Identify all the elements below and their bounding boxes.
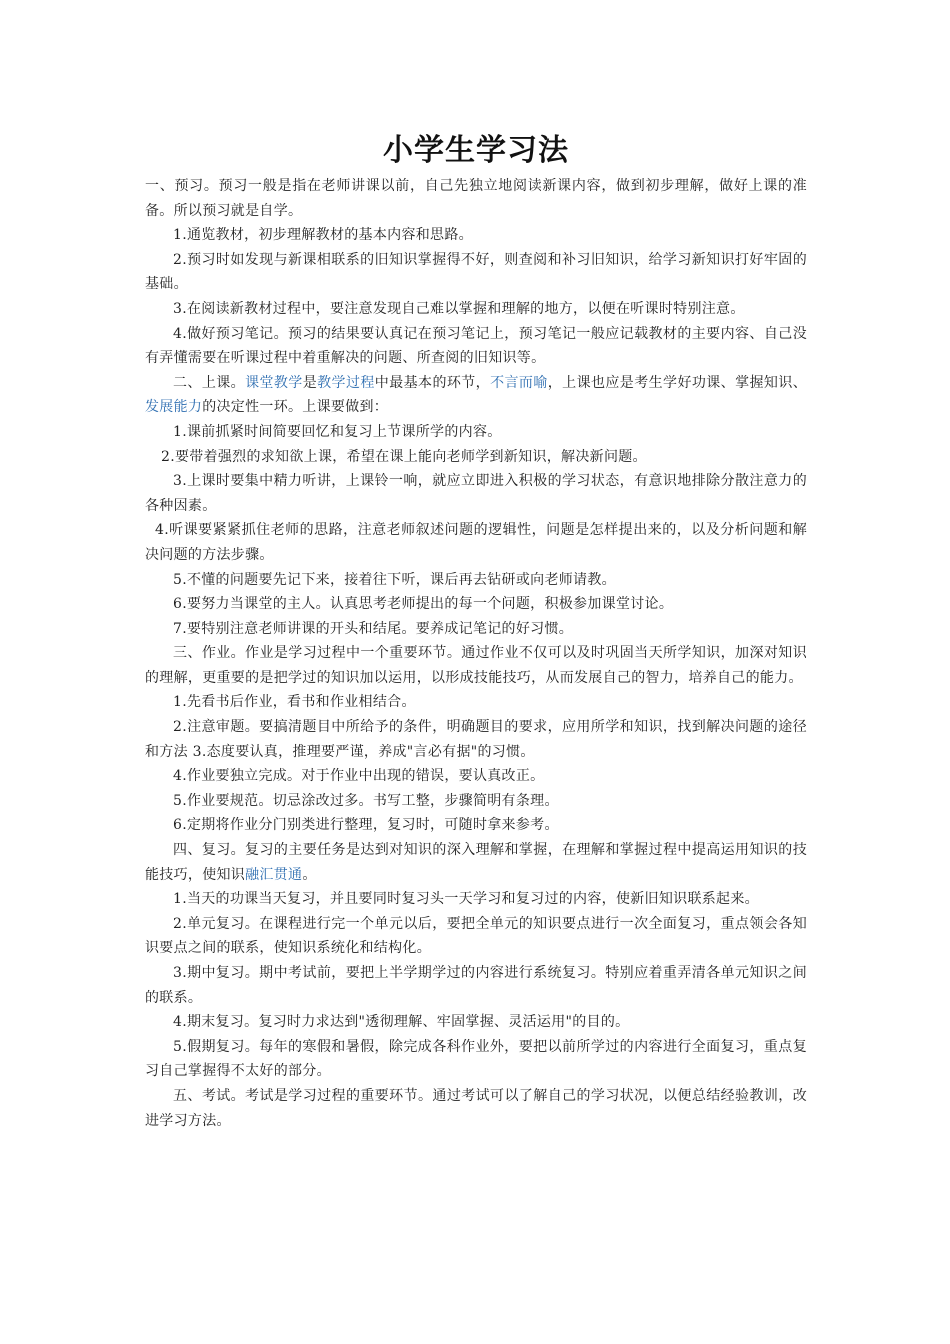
paragraph-text: 2.注意审题。要搞清题目中所给予的条件，明确题目的要求，应用所学和知识，找到解决问题的途径和方法 3.态度要认真，推理要严谨，养成"言必有据"的习惯。 bbox=[145, 719, 807, 760]
paragraph bbox=[145, 887, 807, 912]
paragraph-text: 三、作业。作业是学习过程中一个重要环节。通过作业不仅可以及时巩固当天所学知识，加深对知识的理解，更重要的是把学过的知识加以运用，以形成技能技巧，从而发展自己的智力，培养自己的能力。 bbox=[145, 645, 807, 686]
paragraph-text: 一、预习。预习一般是指在老师讲课以前，自己先独立地阅读新课内容，做到初步理解，做好上课的准备。所以预习就是自学。 bbox=[145, 178, 807, 219]
paragraph-text: 4.作业要独立完成。对于作业中出现的错误，要认真改正。 bbox=[173, 768, 545, 785]
paragraph-text: 4.做好预习笔记。预习的结果要认真记在预习笔记上，预习笔记一般应记载教材的主要内容、自己没有弄懂需要在听课过程中着重解决的问题、所查阅的旧知识等。 bbox=[145, 325, 807, 367]
hyperlink[interactable]: 课堂教学 bbox=[245, 374, 303, 391]
paragraph-text: 1.先看书后作业，看书和作业相结合。 bbox=[173, 694, 416, 711]
paragraph-text: 3.上课时要集中精力听讲，上课铃一响，就应立即进入积极的学习状态，有意识地排除分散注意力的各种因素。 bbox=[145, 473, 807, 514]
paragraph-text: 5.不懂的问题要先记下来，接着往下听，课后再去钻研或向老师请教。 bbox=[173, 571, 616, 588]
paragraph bbox=[145, 518, 807, 567]
paragraph bbox=[145, 592, 807, 617]
paragraph-text: 二、上课。 bbox=[173, 374, 246, 391]
paragraph-text: 五、考试。考试是学习过程的重要环节。通过考试可以了解自己的学习状况，以便总结经验教训，改进学习方法。 bbox=[145, 1087, 807, 1129]
paragraph bbox=[145, 469, 807, 518]
document-page bbox=[145, 128, 807, 1133]
paragraph-text: 是 bbox=[302, 374, 318, 391]
paragraph bbox=[145, 912, 807, 961]
hyperlink[interactable]: 教学过程 bbox=[317, 374, 375, 391]
paragraph bbox=[145, 322, 807, 371]
paragraph bbox=[145, 690, 807, 715]
paragraph-text: 中最基本的环节， bbox=[374, 374, 491, 391]
paragraph bbox=[145, 174, 807, 223]
paragraph bbox=[145, 445, 807, 470]
paragraph bbox=[145, 420, 807, 445]
paragraph-text: 2.预习时如发现与新课相联系的旧知识掌握得不好，则查阅和补习旧知识，给学习新知识打好牢固的基础。 bbox=[145, 251, 807, 293]
paragraph-text: 5.假期复习。每年的寒假和暑假，除完成各科作业外，要把以前所学过的内容进行全面复习，重点复习自己掌握得不太好的部分。 bbox=[145, 1038, 807, 1080]
hyperlink[interactable]: 不言而喻 bbox=[490, 374, 548, 391]
paragraph-text: 4.期末复习。复习时力求达到"透彻理解、牢固掌握、灵活运用"的目的。 bbox=[173, 1014, 630, 1031]
paragraph-text: 6.定期将作业分门别类进行整理，复习时，可随时拿来参考。 bbox=[173, 817, 559, 834]
paragraph-text: 。 bbox=[302, 866, 317, 883]
paragraph bbox=[145, 248, 807, 297]
paragraph-text: 4.听课要紧紧抓住老师的思路，注意老师叙述问题的逻辑性，问题是怎样提出来的，以及分析问题和解决问题的方法步骤。 bbox=[145, 522, 807, 563]
paragraph bbox=[145, 813, 807, 838]
document-body bbox=[145, 174, 807, 1133]
paragraph-text: 1.课前抓紧时间简要回忆和复习上节课所学的内容。 bbox=[173, 423, 502, 440]
paragraph bbox=[145, 223, 807, 248]
paragraph-text: 1.通览教材，初步理解教材的基本内容和思路。 bbox=[173, 227, 473, 244]
paragraph bbox=[145, 838, 807, 887]
paragraph-text: 四、复习。复习的主要任务是达到对知识的深入理解和掌握，在理解和掌握过程中提高运用知识的技能技巧，使知识 bbox=[145, 842, 807, 883]
paragraph bbox=[145, 568, 807, 593]
paragraph bbox=[145, 1084, 807, 1133]
paragraph bbox=[145, 1010, 807, 1035]
hyperlink[interactable]: 融汇贯通 bbox=[245, 866, 303, 883]
paragraph bbox=[145, 617, 807, 642]
paragraph bbox=[145, 764, 807, 789]
paragraph bbox=[145, 715, 807, 764]
paragraph bbox=[145, 961, 807, 1010]
paragraph-text: 3.在阅读新教材过程中，要注意发现自己难以掌握和理解的地方，以便在听课时特别注意。 bbox=[173, 300, 745, 317]
paragraph bbox=[145, 371, 807, 420]
paragraph bbox=[145, 641, 807, 690]
paragraph-text: 的决定性一环。上课要做到： bbox=[202, 399, 389, 416]
paragraph bbox=[145, 1035, 807, 1084]
hyperlink[interactable]: 发展能力 bbox=[145, 399, 203, 416]
paragraph-text: 2.单元复习。在课程进行完一个单元以后，要把全单元的知识要点进行一次全面复习，重点领会各知识要点之间的联系，使知识系统化和结构化。 bbox=[145, 915, 807, 957]
paragraph-text: 6.要努力当课堂的主人。认真思考老师提出的每一个问题，积极参加课堂讨论。 bbox=[173, 596, 674, 613]
paragraph-text: 1.当天的功课当天复习，并且要同时复习头一天学习和复习过的内容，使新旧知识联系起来。 bbox=[173, 891, 759, 908]
paragraph bbox=[145, 789, 807, 814]
document-title: 小学生学习法 bbox=[383, 133, 569, 168]
paragraph-text: 2.要带着强烈的求知欲上课，希望在课上能向老师学到新知识，解决新问题。 bbox=[161, 448, 647, 465]
paragraph-text: 7.要特别注意老师讲课的开头和结尾。要养成记笔记的好习惯。 bbox=[173, 620, 574, 637]
paragraph-text: 5.作业要规范。切忌涂改过多。书写工整，步骤简明有条理。 bbox=[173, 792, 559, 809]
paragraph-text: 3.期中复习。期中考试前，要把上半学期学过的内容进行系统复习。特别应着重弄清各单元知识之间的联系。 bbox=[145, 965, 807, 1006]
paragraph bbox=[145, 297, 807, 322]
paragraph-text: ，上课也应是考生学好功课、掌握知识、 bbox=[547, 374, 808, 391]
